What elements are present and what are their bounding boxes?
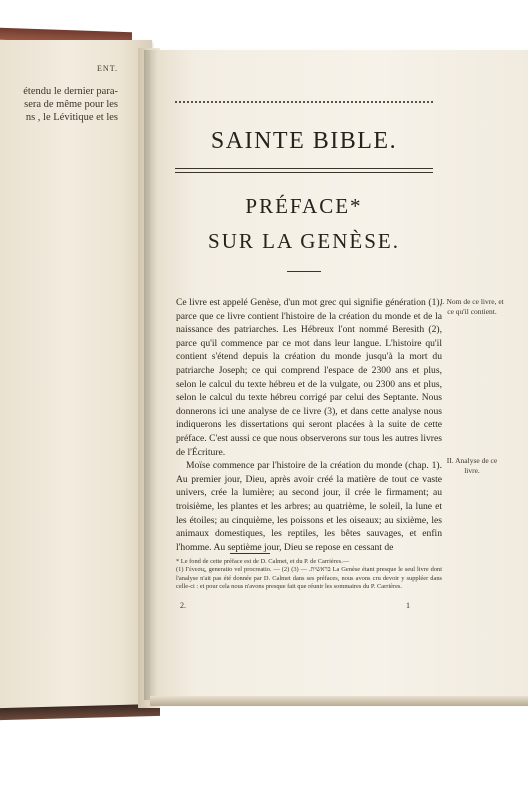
spine-shadow — [144, 50, 158, 700]
double-rule — [175, 168, 433, 173]
footnotes — [176, 558, 442, 592]
page-block-edge — [150, 696, 528, 706]
left-page-line: sera de même pour les — [24, 99, 118, 110]
footnote-rule — [230, 553, 270, 554]
paragraph: Ce livre est appelé Genèse, d'un mot grec qui signifie génération (1), parce que ce livre contient l'histoire de la création du monde et de la naissance des patriarches. Les Hébreux l'ont nommé Beresith (2), parce qu'il commence par ce mot dans leur langue. L'histoire qu'il contient s'étend depuis la création du monde jusqu'à la mort du patriarche Joseph; ce qui comprend l'espace de 2300 ans et plus, selon le calcul du texte hébreu et de la vulgate, ou 2300 ans et plus, selon le calcul du texte hébreu corrigé par celui des Septante. Nous donnerons ici une analyse de ce livre (3), et dans cette analyse nous indiquerons les dissertations qui seront placées à la suite de cette préface. C'est aussi ce que nous observerons sur tous les autres livres de l'Écriture. — [176, 297, 442, 458]
page-title: SAINTE BIBLE. — [210, 128, 398, 154]
signature-mark: 2. — [180, 601, 186, 610]
left-page-line: étendu le dernier para- — [23, 86, 118, 97]
footnote: (1) Γένεσις, generatio vel procreatio. — (2) בראשית. — (3) La Genèse étant presque le seul livre dont l'analyse n'ait pas été donnée par D. Calmet dans ses préfaces, nous avons cru devoir y suppléer dans celle-ci : et pour cela nous n'avons presque fait que réunir les sommaires du P. Carrières. — [176, 566, 443, 591]
footnote: * Le fond de cette préface est de D. Calmet, et du P. de Carrières.— — [176, 558, 350, 565]
margin-note: I. Nom de ce livre, et ce qu'il contient. — [440, 297, 504, 316]
short-rule — [287, 271, 321, 272]
preface-subheading: SUR LA GENÈSE. — [208, 229, 400, 253]
signature-mark: 1 — [406, 601, 410, 610]
ornamental-rule — [175, 101, 433, 103]
body-text — [176, 296, 442, 554]
left-page — [0, 40, 152, 712]
left-page-text — [0, 62, 118, 124]
left-page-header: ENT. — [97, 64, 118, 73]
preface-heading: PRÉFACE* — [245, 194, 363, 218]
margin-note: II. Analyse de ce livre. — [446, 456, 498, 475]
paragraph: Moïse commence par l'histoire de la création du monde (chap. 1). Au premier jour, Dieu, après avoir créé la matière de tout ce vaste univers, crée la lumière; au second jour, il crée le firmament; au troisième, les plantes et les arbres; au quatrième, le soleil, la lune et les étoiles; au cinquième, les poissons et les oiseaux; au sixième, les animaux domestiques, les reptiles, les bêtes sauvages, et enfin l'homme. Au septième jour, Dieu se repose en cessant de — [176, 460, 442, 553]
left-page-line: ns , le Lévitique et les — [25, 112, 118, 123]
